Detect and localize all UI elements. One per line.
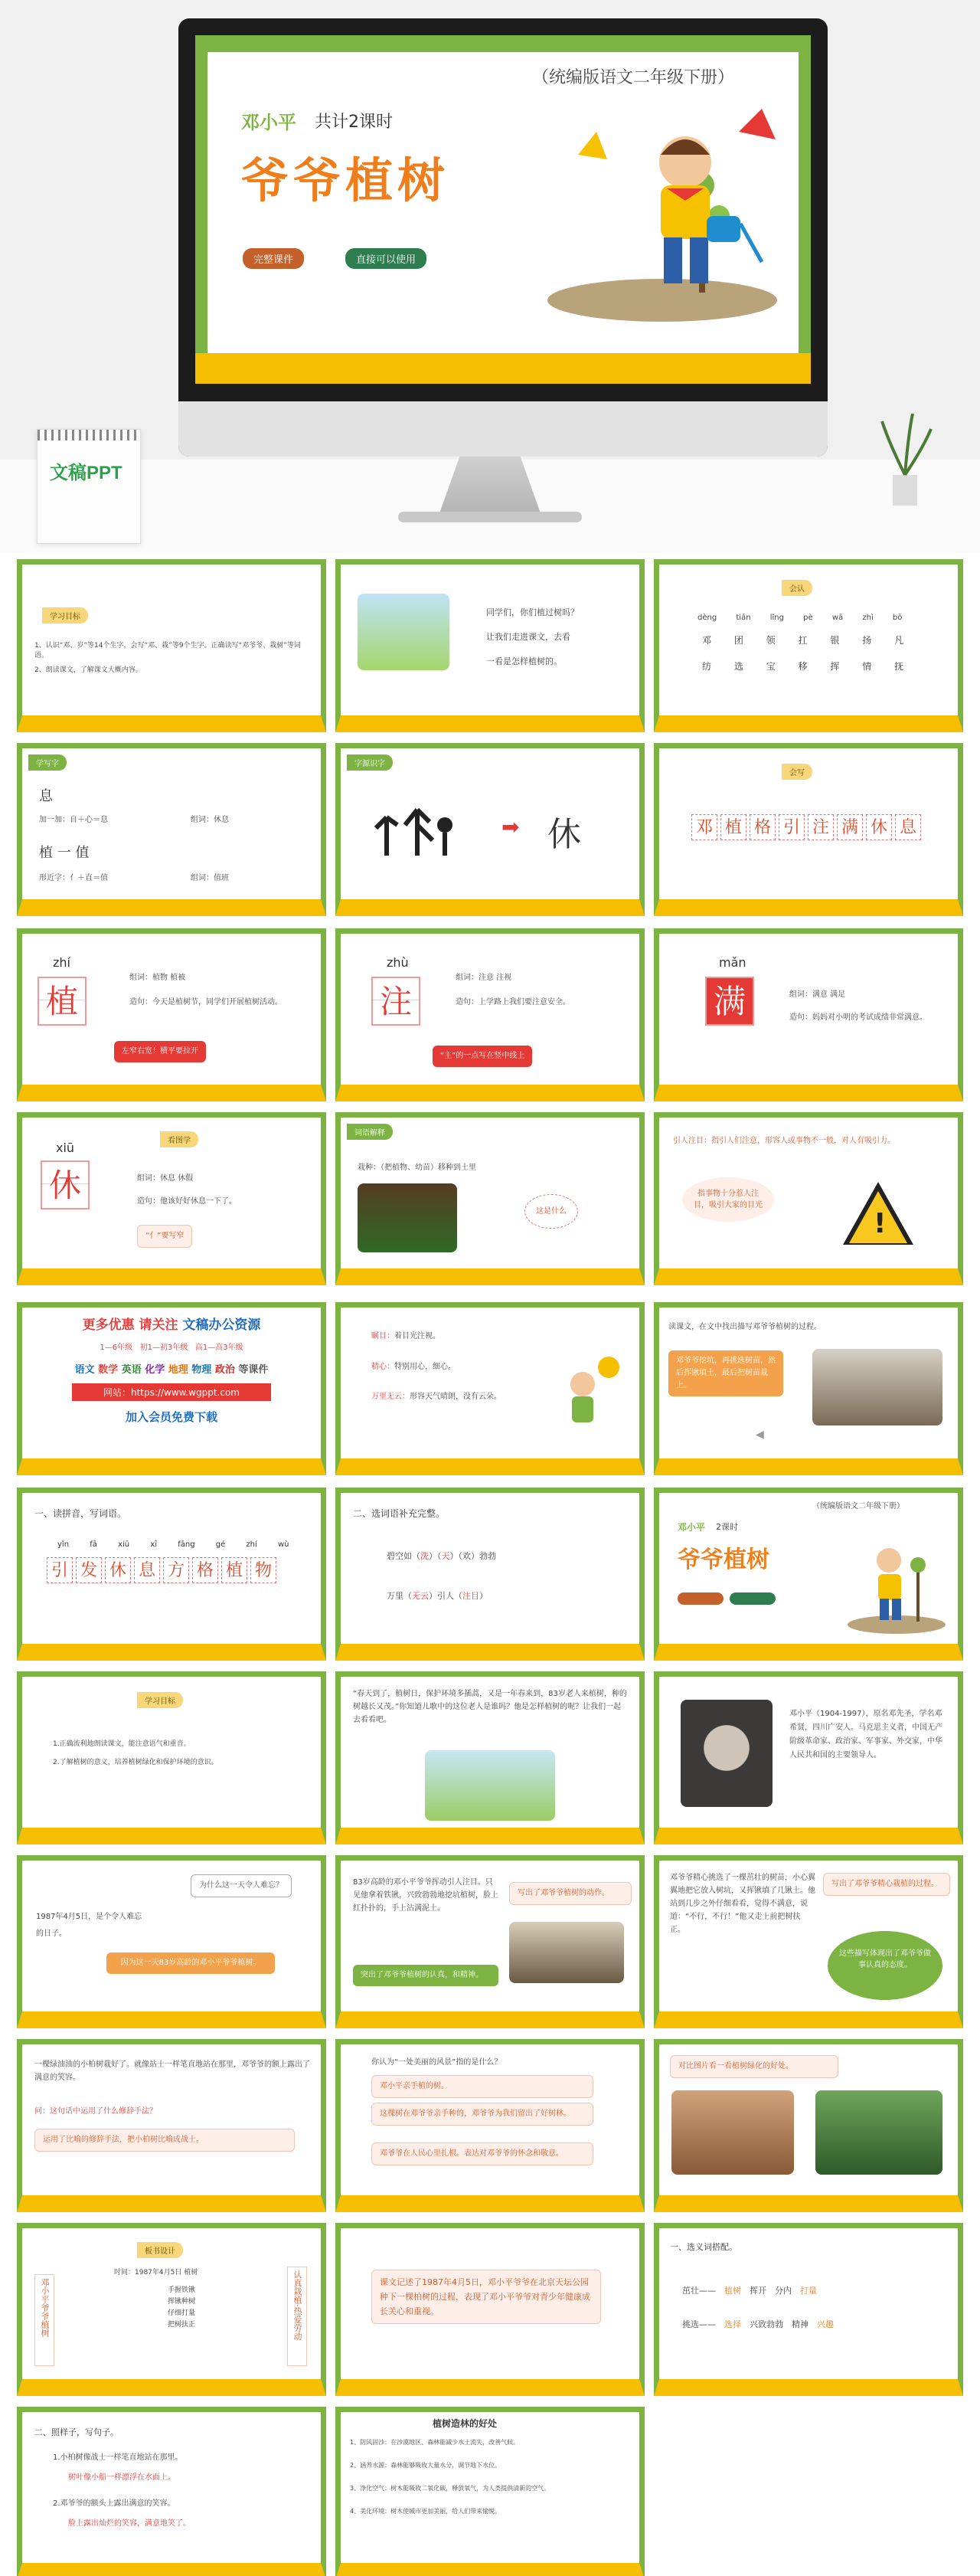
char-box: 邓: [691, 814, 717, 840]
char-box: 息: [134, 1557, 160, 1583]
char-box: 息: [895, 814, 921, 840]
question-bubble: 为什么这一天令人难忘？: [191, 1874, 292, 1897]
char-item: 领: [766, 635, 776, 646]
answer-1: 邓小平亲手植的树。: [371, 2075, 593, 2098]
slide-recognize-words[interactable]: [654, 559, 963, 732]
subject-item: 数学: [98, 1364, 122, 1376]
passage-text: 83岁高龄的邓小平爷爷挥动引人注目。只见他拿着铁锹，兴致勃勃地挖坑植树，脸上红扑扑的，手上沾满泥土。: [353, 1878, 498, 1913]
board-side: 邓小平爷爷植树: [34, 2274, 54, 2366]
slide-song-intro[interactable]: [335, 1671, 645, 1844]
join-member[interactable]: 加入会员免费下载: [125, 1410, 217, 1424]
answer-note: 因为这一天83岁高龄的邓小平爷爷植树。: [106, 1952, 275, 1974]
char-item: 宝: [766, 661, 776, 672]
exercise-chars: [45, 1557, 278, 1583]
big-char: 注: [371, 977, 420, 1026]
char-xi: 息: [39, 788, 53, 804]
tag-pill-1: [678, 1592, 724, 1605]
grade-1: 1—6年级: [100, 1344, 133, 1352]
board-item: 手握铁锹: [168, 2286, 196, 2294]
char-box: 植: [720, 814, 746, 840]
boy-watering-tree-illustration: [532, 101, 785, 331]
exercise-heading: 一、选义词搭配。: [670, 2242, 737, 2252]
word-pair-rows: [682, 2274, 842, 2342]
boy-watering-tree-illustration: [843, 1530, 950, 1637]
grade-3: 高1—高3年级: [194, 1344, 243, 1352]
pinyin-item: lǐng: [769, 614, 784, 622]
slide-intro-question[interactable]: [335, 559, 645, 732]
lesson-count: 2课时: [716, 1522, 738, 1532]
child-with-sun-illustration: [555, 1353, 624, 1430]
subject-item: 等课件: [238, 1364, 269, 1376]
remark-cloud: 这些描写体现出了邓爷爷做事认真的态度。: [828, 1931, 942, 2000]
benefits-title: 植树造林的好处: [433, 2418, 498, 2429]
pinyin-item: xī: [150, 1540, 158, 1549]
word-group: 组词：满意 满足: [789, 990, 846, 999]
slide-planting-process[interactable]: [654, 1302, 963, 1475]
pinyin-item: gé: [215, 1540, 226, 1549]
pinyin-item: pè: [803, 614, 813, 622]
slide-tag: 会写: [782, 764, 812, 780]
word-item: 打量: [800, 2286, 825, 2296]
xi-group: 组词：休息: [191, 816, 229, 824]
question: 问：这句话中运用了什么修辞手法？: [34, 2107, 157, 2116]
pinyin-item: fā: [90, 1540, 97, 1549]
zhi-group: 组词：值班: [191, 874, 229, 882]
char-item: 团: [733, 635, 743, 646]
slide-char-man[interactable]: [654, 928, 963, 1101]
slide-tag: 学写字: [28, 754, 67, 771]
char-box: 方: [163, 1557, 189, 1583]
slide-tag: 学习目标: [42, 607, 88, 624]
slide-char-xiu[interactable]: [17, 1112, 326, 1285]
big-char: 休: [41, 1160, 90, 1209]
slide-planting-actions[interactable]: [335, 1855, 645, 2028]
char-box: 格: [192, 1557, 218, 1583]
author-label: 邓小平: [241, 112, 296, 133]
answer-1: 树叶像小船一样漂浮在水面上。: [68, 2473, 175, 2482]
char-row-1: [702, 633, 903, 646]
slide-attractive[interactable]: [654, 1112, 963, 1285]
char-item: 扬: [862, 635, 872, 646]
word-group: 组词：植物 植被: [129, 974, 186, 982]
date-line-2: 的日子。: [36, 1930, 67, 1938]
fill-row-2: 万里（无云）引人（注目）: [387, 1591, 488, 1601]
zhi-formula: 形近字：亻＋直＝值: [39, 874, 108, 882]
grade-2: 初1—初3年级: [139, 1344, 188, 1352]
remark-2: 突出了邓爷爷植树的认真，和精神。: [353, 1965, 498, 1986]
char-box: 注: [808, 814, 834, 840]
word-item: 精神: [792, 2319, 817, 2329]
word-item: 茁壮——: [682, 2286, 724, 2296]
pinyin-item: bō: [892, 614, 903, 622]
seedling-image: [358, 1183, 457, 1252]
tag-pill-2: [730, 1592, 776, 1605]
board-item: 把树扶正: [168, 2321, 196, 2329]
lesson-title: 爷爷植树: [241, 152, 450, 208]
word-3: 万里无云：形容天气晴朗，没有云朵。: [371, 1393, 501, 1401]
slide-word-pairs[interactable]: [654, 2223, 963, 2396]
slide-exercise-pinyin[interactable]: [17, 1488, 326, 1661]
cover-slide[interactable]: [195, 35, 811, 384]
word-1: 瞩目：着目光注视。: [371, 1332, 440, 1340]
writing-tip: “主”的一点写在竖中线上: [433, 1046, 532, 1067]
benefit-3: 3、净化空气：树木能吸收二氧化碳，释放氧气，为人类提供清新的空气。: [350, 2485, 550, 2492]
board-items: [168, 2285, 195, 2331]
example-sentence: 造句：妈妈对小明的考试成绩非常满意。: [789, 1013, 927, 1022]
goal-line-2: 2.了解植树的意义，培养植树绿化和保护环境的意识。: [53, 1759, 218, 1766]
xi-formula: 加一加：自＋心＝息: [39, 816, 108, 824]
intro-line-1: 同学们，你们植过树吗？: [486, 607, 579, 617]
pinyin-item: fāng: [178, 1540, 195, 1549]
slide-write-char-xi[interactable]: [17, 743, 326, 916]
exclaim: !: [874, 1208, 887, 1239]
goal-line-2: 2、朗读课文，了解课文大概内容。: [34, 666, 142, 674]
ready-to-use-button[interactable]: 直接可以使用: [345, 248, 426, 269]
subject-item: 英语: [121, 1364, 145, 1376]
example-1: 1.小柏树像战士一样笔直地站在那里。: [53, 2453, 183, 2462]
subject-item: 政治: [214, 1364, 239, 1376]
slide-tag: 会认: [782, 580, 812, 596]
char-item: 挥: [830, 661, 840, 672]
char-row-2: [702, 660, 903, 673]
subject-item: 化学: [145, 1364, 168, 1376]
monitor: [178, 18, 828, 457]
slide-char-origin[interactable]: [335, 743, 645, 916]
explain-line: 引人注目：指引人们注意，形容人或事物不一般，对人有吸引力。: [673, 1137, 895, 1145]
char-item: 银: [830, 635, 840, 646]
word-item: 兴趣: [817, 2319, 842, 2329]
slide-vocab-meanings[interactable]: [335, 1302, 645, 1475]
planting-photo: [812, 1349, 942, 1425]
explain-line: 栽种：（把植物、幼苗）移种到土里: [358, 1164, 476, 1172]
write-char-row: [690, 814, 923, 840]
char-xiu: 休: [547, 815, 581, 854]
slide-learning-goals-2[interactable]: [17, 1671, 326, 1844]
passage-text: 一棵绿油油的小柏树栽好了。就像站士一样笔直地站在那里，邓爷爷的额上露出了满意的笑容。: [34, 2060, 310, 2082]
char-item: 抚: [894, 661, 904, 672]
word-item: 挥开: [750, 2286, 775, 2296]
intro-line-2: 让我们走进课文，去看: [486, 632, 570, 642]
slide-exercise-fill[interactable]: [335, 1488, 645, 1661]
answer-box: 邓爷爷挖坑，再挑选树苗，然后挥锹填土，最后把树苗栽上。: [668, 1350, 783, 1396]
barren-land-image: [671, 2090, 794, 2175]
board-item: 仔细打量: [168, 2309, 196, 2317]
task-line: 读课文，在文中找出描写邓爷爷植树的过程。: [668, 1323, 822, 1331]
example-2: 2.邓爷爷的额头上露出满意的笑容。: [53, 2499, 175, 2508]
answer-2: 这棵树在邓爷爷亲手种的，邓爷爷为我们留出了好树林。: [371, 2103, 593, 2126]
writing-tip: 左窄右宽！横平要拉开: [114, 1041, 206, 1062]
subject-item: 语文: [74, 1364, 99, 1376]
question-bubble: 这是什么: [524, 1194, 578, 1229]
board-date: 时间：1987年4月5日 植树: [114, 2269, 198, 2277]
passage-text: 邓爷爷精心挑选了一棵茁壮的树苗，小心翼翼地把它放入树坑，又挥锹填了几锹土。他站到几步之外仔细看看，觉得不满意，说道：“不行，不行！”他又走上前把树扶正。: [670, 1874, 815, 1934]
portrait-photo: [681, 1700, 773, 1807]
word-item: 兴致勃勃: [750, 2319, 792, 2329]
plant-decoration: [874, 414, 936, 506]
slide-write-sentences[interactable]: [17, 2407, 326, 2576]
arrow-icon: ➡: [501, 814, 520, 840]
question: 你认为“一处美丽的风景”指的是什么？: [371, 2058, 502, 2067]
big-char: 满: [705, 977, 754, 1026]
complete-courseware-button[interactable]: 完整课件: [243, 248, 304, 269]
lesson-title: 爷爷植树: [678, 1547, 769, 1573]
example-sentence: 造句：上学路上我们要注意安全。: [456, 998, 570, 1007]
hero-banner: [0, 0, 980, 553]
author-label: 邓小平: [678, 1522, 706, 1533]
exercise-heading: 一、读拼音，写词语。: [34, 1508, 127, 1519]
char-box: 物: [250, 1557, 276, 1583]
site-url[interactable]: 网站：https://www.wgppt.com: [72, 1383, 271, 1401]
slide-tag: 板书设计: [137, 2242, 183, 2258]
char-box: 休: [105, 1557, 131, 1583]
pinyin-item: xiū: [118, 1540, 130, 1549]
char-box: 植: [221, 1557, 247, 1583]
pinyin: mǎn: [719, 955, 746, 970]
goal-line-1: 1、认识“邓、岁”等14个生字，会写“邓、栽”等9个生字。正确读写“邓爷爷、栽树”等词语。: [34, 642, 301, 660]
pinyin-item: yǐn: [57, 1540, 70, 1549]
char-item: 选: [733, 661, 743, 672]
edition-label: （统编版语文二年级下册）: [532, 68, 735, 87]
slide-write-chars[interactable]: [654, 743, 963, 916]
char-item: 凡: [894, 635, 904, 646]
char-box: 引: [47, 1557, 73, 1583]
summary-text: 课文记述了1987年4月5日，邓小平爷爷在北京天坛公园种下一棵柏树的过程，表现了邓小平爷爷对青少年健康成长关心和重视。: [371, 2270, 601, 2324]
slide-scenery[interactable]: [335, 2039, 645, 2212]
benefit-2: 2、涵养水源：森林能够吸收大量水分，调节地下水位。: [350, 2462, 501, 2469]
pinyin-row: [697, 614, 902, 622]
char-item: 邓: [702, 635, 712, 646]
pinyin-item: dèng: [697, 614, 717, 622]
word-item: 挑选——: [682, 2319, 724, 2329]
slide-metaphor[interactable]: [17, 2039, 326, 2212]
board-item: 挥锹种树: [168, 2298, 196, 2306]
slide-summary[interactable]: [335, 2223, 645, 2396]
word-pair-row: [682, 2274, 842, 2308]
brand-logo: 文稿PPT: [50, 463, 122, 483]
monitor-chin: [178, 401, 828, 457]
intro-line-3: 一看是怎样植树的。: [486, 656, 562, 666]
word-item: 分内: [775, 2286, 800, 2296]
explain-bubble: 指事物十分惹人注目，吸引大家的目光: [682, 1177, 774, 1222]
char-item: 扛: [798, 635, 808, 646]
monitor-base: [398, 512, 582, 522]
big-char: 植: [38, 977, 87, 1026]
promo-text: 更多优惠 请关注: [82, 1317, 178, 1333]
char-box: 发: [76, 1557, 102, 1583]
slide-tag: 学习目标: [137, 1692, 183, 1708]
remark-1: 写出了邓爷爷植树的动作。: [509, 1882, 632, 1905]
slide-cover-repeat[interactable]: [654, 1488, 963, 1661]
pinyin-item: wù: [277, 1540, 289, 1549]
slide-word-explain[interactable]: [335, 1112, 645, 1285]
word-item: 植树: [724, 2286, 750, 2296]
answer: 运用了比喻的修辞手法，把小柏树比喻成战士。: [34, 2129, 295, 2152]
word-2: 精心：特别用心，细心。: [371, 1363, 456, 1371]
exercise-heading: 二、照样子，写句子。: [34, 2427, 119, 2437]
char-item: 情: [862, 661, 872, 672]
edition-label: （统编版语文二年级下册）: [812, 1502, 904, 1511]
slide-author-bio[interactable]: [654, 1671, 963, 1844]
answer-3: 邓爷爷在人民心里扎根。表达对邓爷爷的怀念和敬意。: [371, 2142, 593, 2165]
answer-2: 脸上露出灿烂的笑容，满意地笑了。: [68, 2519, 191, 2528]
green-land-image: [815, 2090, 942, 2175]
word-group: 组词：注意 注视: [456, 974, 512, 982]
slide-learning-goals[interactable]: [17, 559, 326, 732]
goal-line-1: 1.正确流利地朗读课文，能注意语气和重音。: [53, 1740, 191, 1748]
char-box: 引: [779, 814, 805, 840]
word-pair-row: [682, 2308, 842, 2342]
benefit-1: 1、防风固沙：在沙漠地区、森林能减少水土流失，改善气候。: [350, 2439, 520, 2446]
pinyin-item: tián: [736, 614, 751, 622]
benefit-4: 4、美化环境：树木使城市更加美丽，给人们带来愉悦。: [350, 2508, 501, 2515]
speaker-icon[interactable]: ◀: [756, 1429, 764, 1441]
children-planting-image: [425, 1750, 555, 1821]
char-box: 满: [837, 814, 863, 840]
slide-memorable-day[interactable]: [17, 1855, 326, 2028]
subject-item: 地理: [168, 1364, 192, 1376]
bio-text: 邓小平（1904-1997），原名邓先圣，学名邓希贤，四川广安人。马克思主义者，中国无产阶级革命家、政治家、军事家、外交家，中华人民共和国的主要领导人。: [789, 1710, 942, 1759]
subject-list: [22, 1361, 321, 1376]
song-text: “春天到了，植树日，保护环境多插蒿，又是一年春来到，83岁老人来植树，种的树越长又茂。”你知道儿歌中的这位老人是谁吗？他是怎样植树的呢？让我们一起去看看吧。: [353, 1690, 627, 1724]
example-sentence: 造句：他该好好休息一下了。: [137, 1197, 237, 1206]
lesson-count: 共计2课时: [315, 113, 393, 132]
char-box: 格: [750, 814, 776, 840]
char-box: 休: [866, 814, 892, 840]
desk-calendar: [37, 429, 141, 544]
slide-tag: 看图学: [160, 1131, 198, 1147]
example-sentence: 造句：今天是植树节，同学们开展植树活动。: [129, 998, 283, 1007]
char-pair: 植 一 值: [39, 845, 90, 861]
word-item: 选择: [724, 2319, 750, 2329]
pinyin: zhù: [387, 955, 409, 970]
slide-compare-images[interactable]: [654, 2039, 963, 2212]
exercise-pinyin: [57, 1540, 289, 1549]
planting-children-image: [358, 594, 449, 670]
slide-benefits[interactable]: [335, 2407, 645, 2576]
slide-char-zhi[interactable]: [17, 928, 326, 1101]
pinyin-item: zhí: [246, 1540, 257, 1549]
fill-row-1: 碧空如（洗）（天）（欢）勃勃: [387, 1551, 496, 1561]
char-item: 纺: [702, 661, 712, 672]
board-right: 认真栽植·热爱劳动: [287, 2267, 307, 2366]
slide-tag: 字源识字: [347, 754, 393, 771]
promo-brand: 文稿办公资源: [182, 1317, 261, 1333]
date-line-1: 1987年4月5日，是个令人难忘: [36, 1913, 142, 1921]
slide-careful-planting[interactable]: [654, 1855, 963, 2028]
pinyin-item: zhì: [862, 614, 874, 622]
pinyin: xiū: [56, 1141, 75, 1155]
task-line: 对比图片看一看植树绿化的好处。: [670, 2055, 838, 2078]
slide-char-zhu[interactable]: [335, 928, 645, 1101]
exercise-heading: 二、选词语补充完整。: [353, 1508, 446, 1519]
pinyin-item: wā: [831, 614, 844, 622]
subject-item: 物理: [191, 1364, 215, 1376]
ad-slide[interactable]: [17, 1302, 326, 1475]
slide-tag: 词语解释: [347, 1124, 393, 1140]
writing-tip: “亻”要写窄: [137, 1225, 192, 1248]
word-group: 组词：休息 休假: [137, 1174, 194, 1183]
char-item: 移: [798, 661, 808, 672]
pinyin: zhí: [53, 955, 70, 970]
pictograph-icon: [371, 794, 471, 863]
planting-photo: [509, 1922, 624, 1983]
slide-board-design[interactable]: [17, 2223, 326, 2396]
remark-note: 写出了邓爷爷精心栽植的过程。: [823, 1873, 950, 1896]
